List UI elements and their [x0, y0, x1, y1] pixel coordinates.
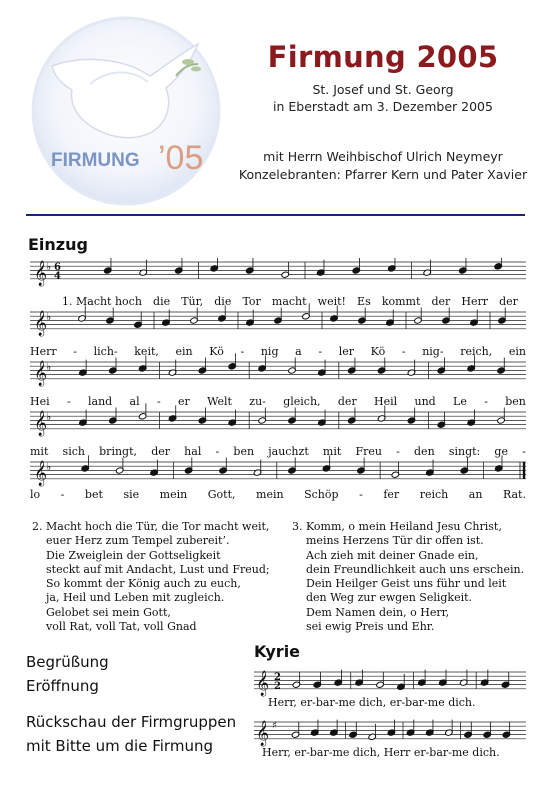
verse-line: meins Herzens Tür dir offen ist.	[306, 534, 484, 548]
lyric-syllable: und	[414, 395, 436, 408]
flat-sign-icon: ♭	[46, 310, 52, 324]
flat-sign-icon: ♭	[46, 360, 52, 374]
lyric-syllable: keit,	[134, 345, 159, 358]
lyric-syllable: jauchzt	[268, 445, 309, 458]
lyric-syllable: Rat.	[502, 488, 526, 501]
flat-sign-icon: ♭	[46, 260, 52, 274]
logo-text: FIRMUNG	[51, 150, 140, 171]
lyric-syllable: a	[295, 345, 302, 358]
lyric-syllable: mein	[159, 488, 188, 501]
flat-sign-icon: ♭	[46, 410, 52, 424]
verse-line: 3. Komm, o mein Heiland Jesu Christ,	[292, 520, 502, 533]
concelebrants-line: Konzelebranten: Pfarrer Kern und Pater Xavier	[238, 167, 528, 182]
order-item-eroeffnung: Eröffnung	[26, 677, 99, 695]
lyric-syllable: -	[401, 345, 406, 358]
verse-line: voll Rat, voll Tat, voll Gnad	[46, 620, 197, 634]
lyric-syllable: Es	[357, 295, 371, 308]
lyric-syllable: Tor	[242, 295, 261, 308]
lyric-syllable: Herr	[30, 345, 57, 358]
lyric-syllable: nig-	[422, 345, 444, 358]
lyric-syllable: Hei	[30, 395, 50, 408]
verse-line: dein Freundlichkeit auch uns erschein.	[306, 562, 525, 576]
lyric-syllable: fer	[383, 488, 400, 501]
lyric-syllable: Schöp	[304, 488, 339, 501]
celebrant-line: mit Herrn Weihbischof Ulrich Neymeyr	[263, 149, 503, 164]
parish-line: St. Josef und St. Georg	[312, 82, 454, 97]
lyric-syllable: -	[66, 395, 71, 408]
kyrie-sheet-music	[254, 660, 529, 760]
order-item-bitte: mit Bitte um die Firmung	[26, 737, 213, 755]
lyric-syllable: mit	[30, 445, 49, 458]
time-signature-top: 2	[274, 671, 281, 683]
lyric-syllable: Le	[453, 395, 467, 408]
lyric-syllable: ler	[338, 345, 354, 358]
lyric-syllable: den	[414, 445, 435, 458]
lyric-syllable: -	[318, 345, 323, 358]
lyric-syllable: der	[431, 295, 451, 308]
lyric-syllable: Freu	[355, 445, 382, 458]
date-line: in Eberstadt am 3. Dezember 2005	[273, 99, 493, 114]
lyric-syllable: -	[359, 488, 363, 501]
lyric-syllable: singt:	[448, 445, 481, 458]
verse-line: Ach zieh mit deiner Gnade ein,	[306, 548, 479, 562]
lyric-syllable: reich	[419, 488, 449, 501]
lyric-syllable: Kö	[209, 345, 224, 358]
lyric-syllable: nig	[260, 345, 279, 358]
lyric-syllable: -	[73, 345, 77, 358]
lyric-syllable: Gott,	[207, 488, 236, 501]
lyric-syllable: lo	[30, 488, 41, 501]
verse-line: Die Zweiglein der Gottseligkeit	[46, 548, 221, 562]
lyric-syllable: 1. Macht hoch	[62, 295, 142, 308]
lyric-syllable: Welt	[207, 395, 232, 408]
lyric-syllable: der	[151, 445, 170, 458]
lyric-line	[30, 395, 526, 408]
lyric-syllable: -	[60, 488, 65, 501]
verse-line: den Weg zur ewgen Seligkeit.	[306, 591, 473, 605]
section-heading-einzug: Einzug	[28, 235, 88, 254]
lyric-syllable: al	[129, 395, 140, 408]
lyric-syllable: -	[522, 445, 526, 458]
time-signature-bottom: 2	[274, 680, 281, 692]
lyric-syllable: mit	[322, 445, 342, 458]
flat-sign-icon: ♭	[46, 460, 52, 474]
lyric-syllable: -	[156, 395, 161, 408]
sharp-sign-icon: ♯	[272, 720, 277, 732]
header-divider	[26, 214, 525, 216]
lyric-syllable: ein	[508, 345, 526, 358]
verse-line: 2. Macht hoch die Tür, die Tor macht weit,	[32, 520, 270, 533]
verse-line: So kommt der König auch zu euch,	[46, 577, 241, 591]
lyric-syllable: Kö	[370, 345, 386, 358]
lyric-syllable: an	[468, 488, 483, 501]
lyric-syllable: bet	[84, 488, 103, 501]
verse-2	[32, 520, 277, 634]
lyric-syllable: -	[396, 445, 400, 458]
firmung-logo	[30, 14, 230, 209]
verse-line: sei ewig Preis und Ehr.	[306, 620, 435, 634]
logo-year: ’05	[158, 139, 204, 177]
verse-line: steckt auf mit Andacht, Lust und Freud;	[46, 562, 270, 576]
treble-clef-icon: 𝄞	[34, 310, 48, 336]
time-signature-bottom: 4	[54, 270, 61, 282]
kyrie-lyric-line: Herr, er-bar-me dich, er-bar-me dich.	[268, 696, 476, 709]
lyric-syllable: ben	[233, 445, 255, 458]
lyric-syllable: die	[153, 295, 171, 308]
lyric-syllable: der	[337, 395, 357, 408]
kyrie-lyric-line: Herr, er-bar-me dich, Herr er-bar-me dich.	[262, 746, 500, 759]
lyric-syllable: Heil	[374, 395, 398, 408]
page-title: Firmung 2005	[267, 40, 499, 74]
lyric-syllable: gleich,	[283, 395, 321, 408]
verse-line: euer Herz zum Tempel zubereit’.	[46, 534, 230, 548]
treble-clef-icon: 𝄞	[256, 670, 270, 696]
lyric-syllable: -	[240, 345, 245, 358]
treble-clef-icon: 𝄞	[256, 720, 270, 746]
lyric-syllable: macht	[271, 295, 307, 308]
treble-clef-icon: 𝄞	[34, 260, 48, 286]
lyric-syllable: land	[88, 395, 113, 408]
lyric-syllable: bringt,	[99, 445, 138, 458]
order-item-rueckschau: Rückschau der Firmgruppen	[26, 713, 237, 731]
verse-line: ja, Heil und Leben mit zugleich.	[46, 591, 225, 605]
lyric-syllable: ge	[494, 445, 508, 458]
verse-line: Dem Namen dein, o Herr,	[306, 605, 450, 619]
lyric-syllable: -	[484, 395, 488, 408]
lyric-syllable: der	[499, 295, 518, 308]
lyric-syllable: zu-	[249, 395, 266, 408]
lyric-syllable: mein	[256, 488, 284, 501]
lyric-syllable: er	[177, 395, 190, 408]
lyric-line	[30, 445, 526, 458]
lyric-syllable: Tür,	[181, 295, 204, 308]
lyric-syllable: ein	[175, 345, 193, 358]
lyric-syllable: ben	[505, 395, 526, 408]
lyric-line	[30, 345, 526, 358]
treble-clef-icon: 𝄞	[34, 410, 48, 436]
lyric-syllable: sich	[62, 445, 85, 458]
lyric-syllable: kommt	[381, 295, 421, 308]
treble-clef-icon: 𝄞	[34, 360, 48, 386]
lyric-syllable: sie	[123, 488, 140, 501]
lyric-line	[30, 488, 526, 501]
verse-3	[292, 520, 532, 634]
time-signature-top: 6	[54, 261, 61, 273]
verse-line: Dein Heilger Geist uns führ und leit	[306, 577, 507, 591]
lyric-syllable: weit!	[317, 295, 346, 308]
lyric-syllable: hal	[184, 445, 202, 458]
lyric-line	[62, 295, 518, 308]
order-item-begruessung: Begrüßung	[26, 653, 109, 671]
treble-clef-icon: 𝄞	[34, 460, 48, 486]
lyric-syllable: reich,	[460, 345, 493, 358]
verse-line: Gelobet sei mein Gott,	[46, 605, 171, 619]
lyric-syllable: Herr	[461, 295, 489, 308]
lyric-syllable: -	[215, 445, 220, 458]
lyric-syllable: die	[214, 295, 232, 308]
section-heading-kyrie: Kyrie	[254, 642, 301, 661]
lyric-syllable: lich-	[93, 345, 118, 358]
